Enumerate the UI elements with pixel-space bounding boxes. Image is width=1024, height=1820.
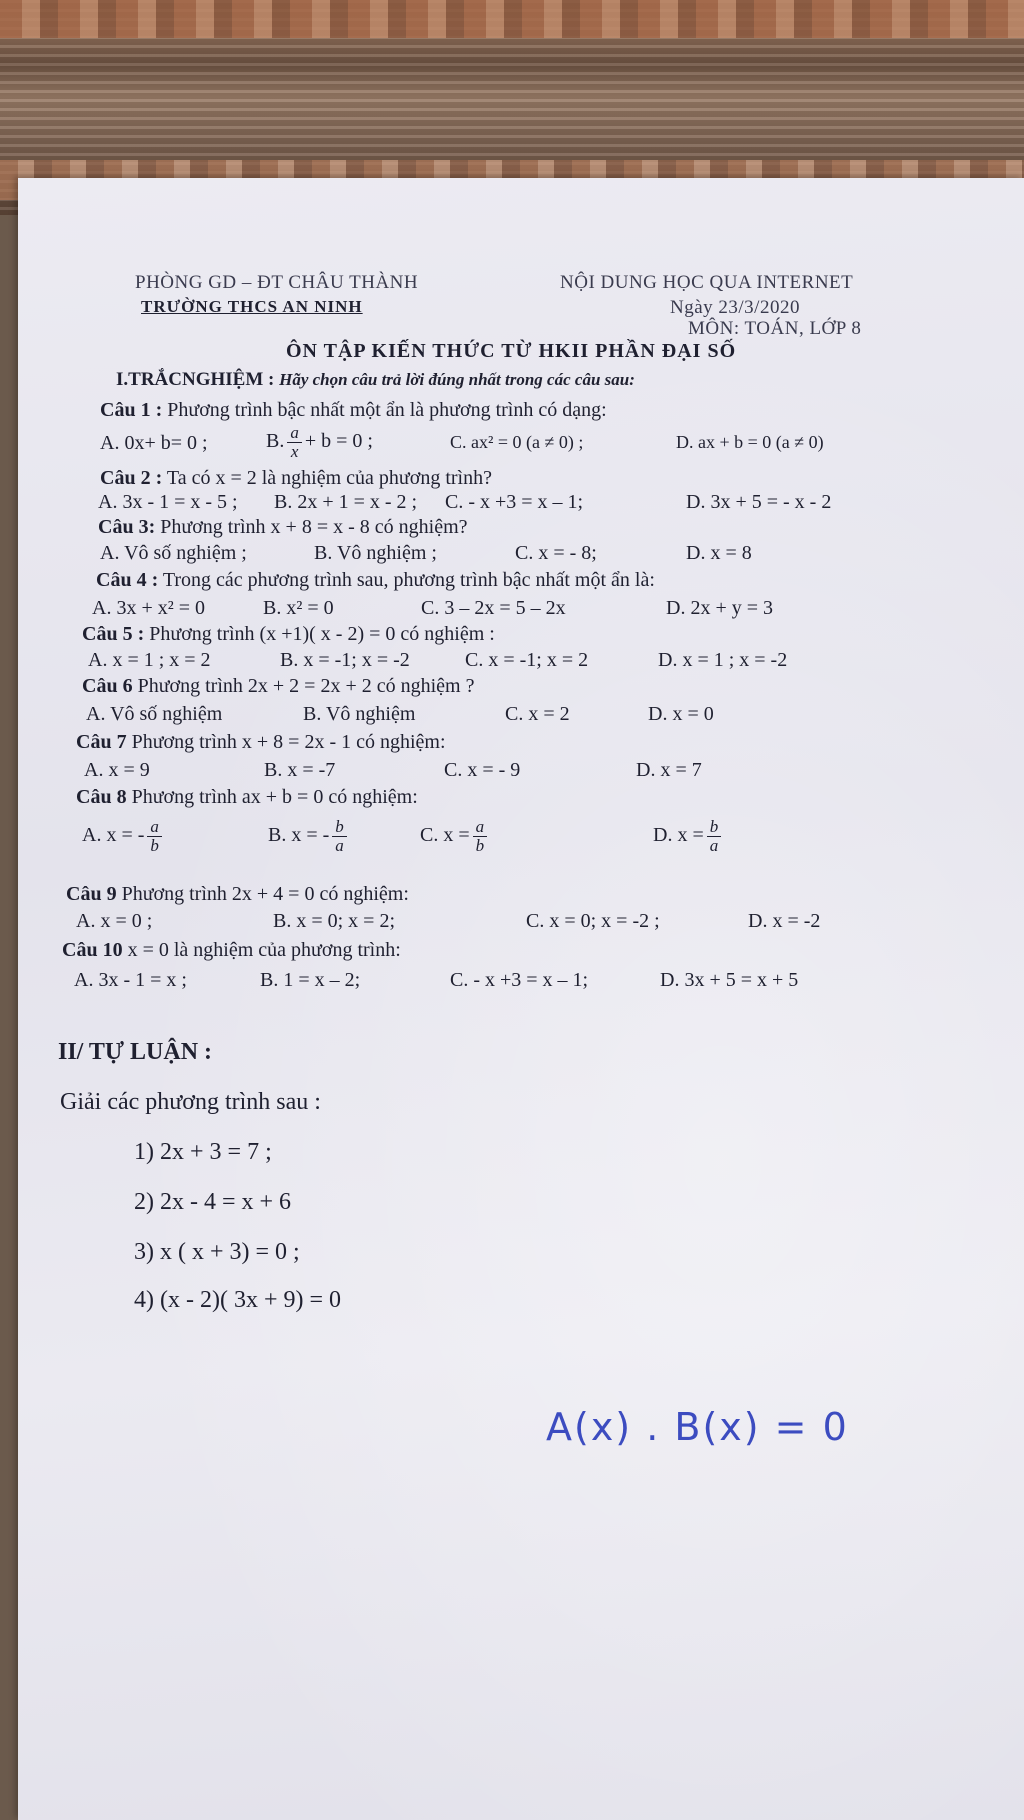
q2-option-a: A. 3x - 1 = x - 5 ;	[98, 491, 238, 513]
question-2: Câu 2 : Ta có x = 2 là nghiệm của phương trình?	[100, 467, 492, 489]
part2-heading: II/ TỰ LUẬN :	[58, 1039, 213, 1065]
fraction: $\frac{b}{a}$	[332, 818, 347, 855]
q4-option-c: C. 3 – 2x = 5 – 2x	[421, 597, 566, 619]
school-name: TRƯỜNG THCS AN NINH	[141, 297, 363, 316]
q10-option-a: A. 3x - 1 = x ;	[74, 969, 187, 991]
handwritten-note: A(x) . B(x) = 0	[546, 1405, 849, 1449]
q7-option-d: D. x = 7	[636, 759, 702, 781]
q8-option-d: D. x = $\frac{b}{a}$	[653, 818, 724, 855]
part2-instruction: Giải các phương trình sau :	[60, 1089, 321, 1115]
q8-option-a: A. x = - $\frac{a}{b}$	[82, 818, 165, 855]
q5-option-d: D. x = 1 ; x = -2	[658, 649, 788, 671]
fraction: $\frac{b}{a}$	[707, 818, 722, 855]
q10-option-b: B. 1 = x – 2;	[260, 969, 361, 991]
question-7: Câu 7 Phương trình x + 8 = 2x - 1 có nghiệm:	[76, 731, 446, 753]
fraction: $\frac{a}{b}$	[473, 818, 488, 855]
q10-option-c: C. - x +3 = x – 1;	[450, 969, 589, 991]
question-1: Câu 1 : Phương trình bậc nhất một ẩn là phương trình có dạng:	[100, 399, 607, 421]
subject: MÔN: TOÁN, LỚP 8	[688, 318, 862, 339]
q9-option-c: C. x = 0; x = -2 ;	[526, 910, 660, 932]
q6-option-a: A. Vô số nghiệm	[86, 703, 223, 725]
exercise-2: 2) 2x - 4 = x + 6	[134, 1189, 292, 1215]
content-title: NỘI DUNG HỌC QUA INTERNET	[560, 272, 854, 293]
q8-option-c: C. x = $\frac{a}{b}$	[420, 818, 490, 855]
exercise-4: 4) (x - 2)( 3x + 9) = 0	[134, 1287, 342, 1313]
q3-option-c: C. x = - 8;	[515, 542, 597, 564]
q5-option-b: B. x = -1; x = -2	[280, 649, 410, 671]
question-3: Câu 3: Phương trình x + 8 = x - 8 có nghiệm?	[98, 516, 468, 538]
worksheet-title: ÔN TẬP KIẾN THỨC TỪ HKII PHẦN ĐẠI SỐ	[286, 340, 737, 362]
q9-option-b: B. x = 0; x = 2;	[273, 910, 396, 932]
q7-option-a: A. x = 9	[84, 759, 150, 781]
q6-option-b: B. Vô nghiệm	[303, 703, 416, 725]
question-8: Câu 8 Phương trình ax + b = 0 có nghiệm:	[76, 786, 418, 808]
q4-option-d: D. 2x + y = 3	[666, 597, 774, 619]
q7-option-c: C. x = - 9	[444, 759, 521, 781]
q3-option-d: D. x = 8	[686, 542, 752, 564]
q9-option-d: D. x = -2	[748, 910, 821, 932]
question-6: Câu 6 Phương trình 2x + 2 = 2x + 2 có nghiệm ?	[82, 675, 475, 697]
q2-option-b: B. 2x + 1 = x - 2 ;	[274, 491, 418, 513]
q4-option-b: B. x² = 0	[263, 597, 334, 619]
q6-option-d: D. x = 0	[648, 703, 714, 725]
part1-heading-line	[116, 370, 635, 389]
question-9: Câu 9 Phương trình 2x + 4 = 0 có nghiệm:	[66, 883, 409, 905]
q5-option-a: A. x = 1 ; x = 2	[88, 649, 211, 671]
q10-option-d: D. 3x + 5 = x + 5	[660, 969, 799, 991]
q5-option-c: C. x = -1; x = 2	[465, 649, 589, 671]
question-5: Câu 5 : Phương trình (x +1)( x - 2) = 0 có nghiệm :	[82, 623, 495, 645]
question-4: Câu 4 : Trong các phương trình sau, phương trình bậc nhất một ẩn là:	[96, 569, 655, 591]
q1-option-a: A. 0x+ b= 0 ;	[100, 432, 208, 454]
q1-option-b: B. $\frac{a}{x}$ + b = 0 ;	[266, 423, 373, 461]
q1-option-c: C. ax² = 0 (a ≠ 0) ;	[450, 432, 584, 452]
q7-option-b: B. x = -7	[264, 759, 336, 781]
fraction: $\frac{a}{x}$	[287, 424, 302, 461]
exercise-1: 1) 2x + 3 = 7 ;	[134, 1139, 272, 1165]
worksheet-paper	[18, 178, 1024, 1820]
part1-instruction: Hãy chọn câu trả lời đúng nhất trong các câu sau:	[279, 370, 635, 389]
q9-option-a: A. x = 0 ;	[76, 910, 153, 932]
q3-option-b: B. Vô nghiệm ;	[314, 542, 437, 564]
part1-heading: I.TRẮCNGHIỆM :	[116, 369, 275, 390]
background-pattern-top	[0, 0, 1024, 38]
dept-name: PHÒNG GD – ĐT CHÂU THÀNH	[135, 272, 419, 293]
date: Ngày 23/3/2020	[670, 297, 800, 318]
question-10: Câu 10 x = 0 là nghiệm của phương trình:	[62, 939, 401, 961]
q4-option-a: A. 3x + x² = 0	[92, 597, 205, 619]
q2-option-d: D. 3x + 5 = - x - 2	[686, 491, 832, 513]
q6-option-c: C. x = 2	[505, 703, 570, 725]
exercise-3: 3) x ( x + 3) = 0 ;	[134, 1239, 300, 1265]
fraction: $\frac{a}{b}$	[147, 818, 162, 855]
q2-option-c: C. - x +3 = x – 1;	[445, 491, 584, 513]
q3-option-a: A. Vô số nghiệm ;	[100, 542, 247, 564]
q8-option-b: B. x = - $\frac{b}{a}$	[268, 818, 350, 855]
q1-option-d: D. ax + b = 0 (a ≠ 0)	[676, 432, 824, 452]
